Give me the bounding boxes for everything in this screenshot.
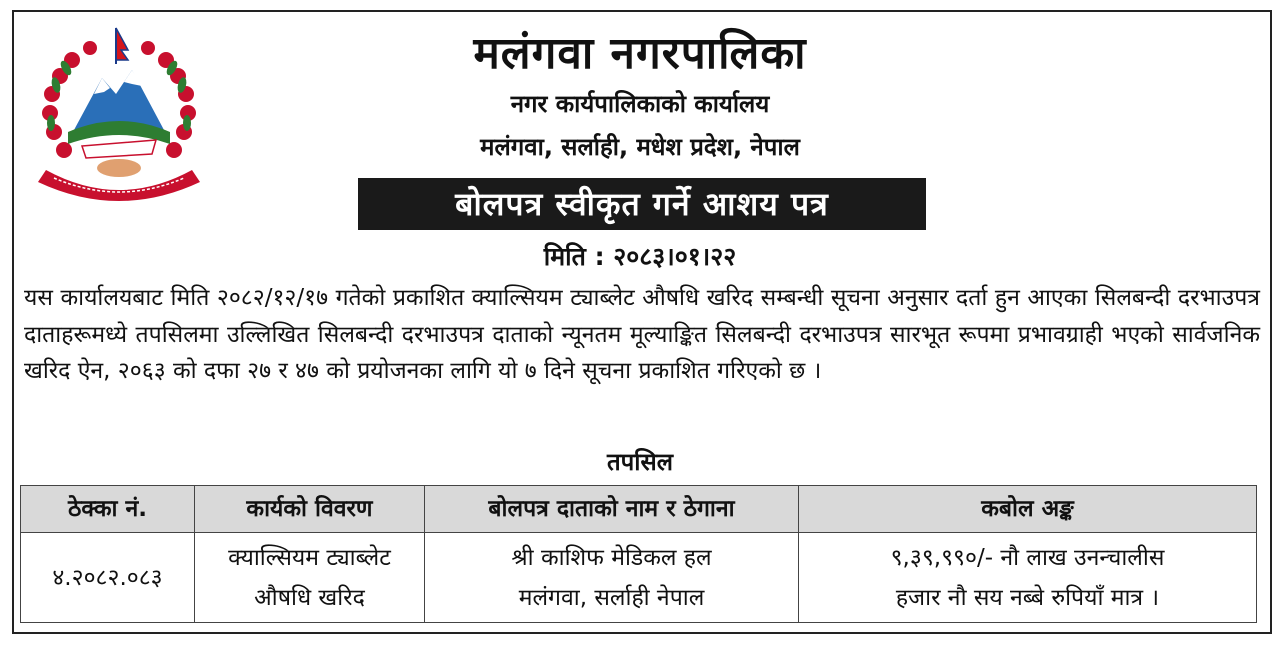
notice-body: यस कार्यालयबाट मिति २०८२/१२/१७ गतेको प्रकाशित क्याल्सियम ट्याब्लेट औषधि खरिद सम्बन्धी सूचना अनुसार दर्ता हुन आएका सिलबन्दी दरभाउपत्र दाताहरूमध्ये तपसिलमा उल्लिखित सिलबन्दी दरभाउपत्र दाताको न्यूनतम मूल्याङ्कित सिलबन्दी दरभाउपत्र सारभूत रूपमा प्रभावग्राही भएको सार्वजनिक खरिद ऐन, २०६३ को दफा २७ र ४७ को प्रयोजनका लागि यो ७ दिने सूचना प्रकाशित गरिएको छ । <box>24 285 1260 384</box>
column-header-amount: कबोल अङ्क <box>799 486 1257 533</box>
organization-title: मलंगवा नगरपालिका <box>473 28 807 79</box>
table-header-row <box>21 486 1257 533</box>
contract-no-cell <box>21 533 195 623</box>
bidder-cell <box>425 533 799 623</box>
bidder-name: श्री काशिफ मेडिकल हल <box>511 544 712 571</box>
schedule-heading: तपसिल <box>606 448 674 476</box>
work-description-line: औषधि खरिद <box>254 584 365 611</box>
office-name: नगर कार्यपालिकाको कार्यालय <box>510 90 770 118</box>
column-header-bidder: बोलपत्र दाताको नाम र ठेगाना <box>425 486 799 533</box>
notice-date: मिति : २०८३।०१।२२ <box>543 242 737 271</box>
bid-details-table <box>20 485 1257 623</box>
office-address: मलंगवा, सर्लाही, मधेश प्रदेश, नेपाल <box>480 133 800 161</box>
amount-line: हजार नौ सय नब्बे रुपियाँ मात्र । <box>895 584 1160 611</box>
nepal-government-emblem-icon <box>24 20 214 205</box>
bidder-address: मलंगवा, सर्लाही नेपाल <box>518 584 705 611</box>
column-header-contract-no: ठेक्का नं. <box>21 486 195 533</box>
work-description-cell <box>195 533 425 623</box>
contract-no: ४.२०८२.०८३ <box>52 564 163 591</box>
amount-line: ९,३९,९९०/- नौ लाख उनन्चालीस <box>890 544 1165 571</box>
work-description-line: क्याल्सियम ट्याब्लेट <box>228 544 391 571</box>
column-header-work-description: कार्यको विवरण <box>195 486 425 533</box>
notice-title: बोलपत्र स्वीकृत गर्ने आशय पत्र <box>358 178 926 230</box>
amount-cell <box>799 533 1257 623</box>
table-row <box>21 533 1257 623</box>
